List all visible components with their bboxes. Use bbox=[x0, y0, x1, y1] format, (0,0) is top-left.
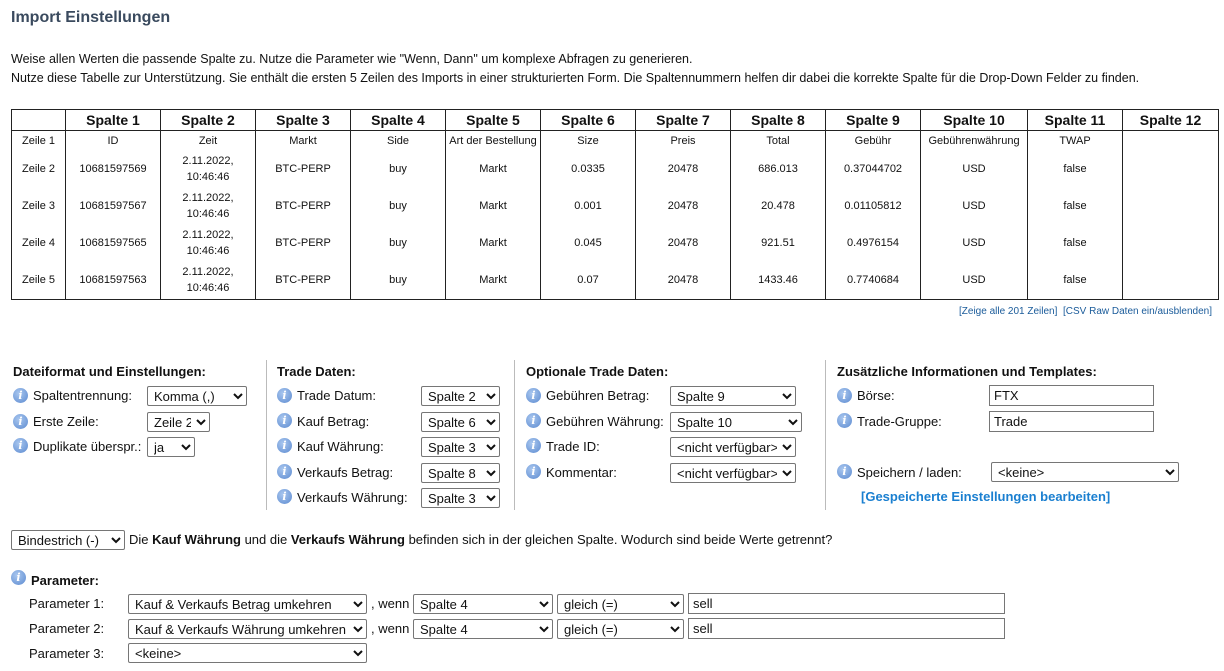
table-cell: 0.01105812 bbox=[826, 188, 921, 225]
table-cell: 0.4976154 bbox=[826, 225, 921, 262]
gebuehren-betrag-label: Gebühren Betrag: bbox=[546, 388, 650, 403]
table-cell: 0.07 bbox=[541, 262, 636, 300]
delimiter-description bbox=[129, 532, 832, 547]
verkaufs-waehrung-label: Verkaufs Währung: bbox=[297, 490, 408, 505]
parameter-2-column-select[interactable] bbox=[413, 619, 553, 639]
row-label: Zeile 5 bbox=[12, 262, 66, 300]
column-header: Spalte 2 bbox=[161, 110, 256, 131]
table-row bbox=[12, 151, 1219, 188]
table-cell: Side bbox=[351, 131, 446, 151]
section-title-optional: Optionale Trade Daten: bbox=[526, 364, 669, 379]
kommentar-select[interactable] bbox=[670, 463, 796, 483]
parameter-2-operator-select[interactable] bbox=[557, 619, 684, 639]
table-cell: 20478 bbox=[636, 188, 731, 225]
table-cell bbox=[1123, 262, 1219, 300]
parameter-2-action-select[interactable] bbox=[128, 619, 367, 639]
gebuehren-betrag-select[interactable] bbox=[670, 386, 796, 406]
table-cell: 20478 bbox=[636, 151, 731, 188]
table-cell: 0.37044702 bbox=[826, 151, 921, 188]
table-cell: 2.11.2022, 10:46:46 bbox=[161, 225, 256, 262]
table-cell: Markt bbox=[446, 188, 541, 225]
section-title-dateiformat: Dateiformat und Einstellungen: bbox=[13, 364, 206, 379]
duplikate-select[interactable] bbox=[147, 437, 195, 457]
table-cell: false bbox=[1028, 225, 1123, 262]
table-cell: BTC-PERP bbox=[256, 188, 351, 225]
intro-line-1: Weise allen Werten die passende Spalte zu. Nutze die Parameter wie "Wenn, Dann" um komplexe Abfragen zu generieren. bbox=[11, 52, 693, 66]
column-header: Spalte 8 bbox=[731, 110, 826, 131]
section-divider bbox=[266, 360, 267, 510]
spaltentrennung-select[interactable] bbox=[147, 386, 247, 406]
info-icon[interactable]: i bbox=[277, 489, 292, 504]
parameter-2-wenn: , wenn bbox=[371, 621, 410, 636]
table-cell: Gebühr bbox=[826, 131, 921, 151]
row-label: Zeile 4 bbox=[12, 225, 66, 262]
section-title-trade-daten: Trade Daten: bbox=[277, 364, 356, 379]
table-cell: USD bbox=[921, 188, 1028, 225]
table-cell: 20.478 bbox=[731, 188, 826, 225]
table-cell: Preis bbox=[636, 131, 731, 151]
table-cell: 0.0335 bbox=[541, 151, 636, 188]
erste-zeile-select[interactable] bbox=[147, 412, 210, 432]
table-cell: 10681597565 bbox=[66, 225, 161, 262]
table-cell: 10681597563 bbox=[66, 262, 161, 300]
column-header: Spalte 10 bbox=[921, 110, 1028, 131]
table-cell: 10681597569 bbox=[66, 151, 161, 188]
table-cell: Gebührenwährung bbox=[921, 131, 1028, 151]
table-cell: 0.001 bbox=[541, 188, 636, 225]
delimiter-text-2: und die bbox=[240, 532, 291, 547]
table-header-row bbox=[12, 110, 1219, 131]
table-cell: Zeit bbox=[161, 131, 256, 151]
column-header: Spalte 3 bbox=[256, 110, 351, 131]
speichern-label: Speichern / laden: bbox=[857, 465, 962, 480]
info-icon[interactable]: i bbox=[277, 413, 292, 428]
table-cell bbox=[1123, 151, 1219, 188]
table-row bbox=[12, 262, 1219, 300]
speichern-select[interactable] bbox=[991, 462, 1179, 482]
table-cell: USD bbox=[921, 151, 1028, 188]
info-icon[interactable]: i bbox=[13, 388, 28, 403]
delimiter-bold-2: Verkaufs Währung bbox=[290, 532, 405, 547]
section-title-zusatz: Zusätzliche Informationen und Templates: bbox=[837, 364, 1097, 379]
parameter-1-wenn: , wenn bbox=[371, 596, 410, 611]
table-cell: false bbox=[1028, 188, 1123, 225]
trade-gruppe-label: Trade-Gruppe: bbox=[857, 414, 942, 429]
info-icon[interactable]: i bbox=[526, 464, 541, 479]
table-cell: USD bbox=[921, 262, 1028, 300]
row-label: Zeile 2 bbox=[12, 151, 66, 188]
delimiter-text-1: Die bbox=[129, 532, 153, 547]
table-cell: 2.11.2022, 10:46:46 bbox=[161, 262, 256, 300]
table-cell: BTC-PERP bbox=[256, 151, 351, 188]
page-title: Import Einstellungen bbox=[11, 9, 171, 26]
info-icon[interactable]: i bbox=[277, 388, 292, 403]
table-cell bbox=[1123, 188, 1219, 225]
column-header: Spalte 11 bbox=[1028, 110, 1123, 131]
kauf-waehrung-label: Kauf Währung: bbox=[297, 439, 384, 454]
table-cell: 1433.46 bbox=[731, 262, 826, 300]
trade-id-label: Trade ID: bbox=[546, 439, 600, 454]
csv-raw-toggle-link[interactable]: [CSV Raw Daten ein/ausblenden] bbox=[1063, 306, 1212, 317]
trade-datum-select[interactable] bbox=[421, 386, 500, 406]
parameter-2-label: Parameter 2: bbox=[29, 621, 105, 636]
table-row bbox=[12, 225, 1219, 262]
gebuehren-waehrung-select[interactable] bbox=[670, 412, 802, 432]
parameter-2-value-input[interactable] bbox=[688, 618, 1005, 639]
table-cell: BTC-PERP bbox=[256, 225, 351, 262]
column-header: Spalte 6 bbox=[541, 110, 636, 131]
info-icon[interactable]: i bbox=[13, 438, 28, 453]
parameter-1-operator-select[interactable] bbox=[557, 594, 684, 614]
intro-line-2: Nutze diese Tabelle zur Unterstützung. Sie enthält die ersten 5 Zeilen des Imports in einer strukturierten Form. Die Spaltennummern helfen dir dabei die korrekte Spalte für die Drop-Down Felder zu finden. bbox=[11, 71, 1140, 85]
info-icon[interactable]: i bbox=[11, 570, 26, 585]
table-cell: 2.11.2022, 10:46:46 bbox=[161, 188, 256, 225]
boerse-input[interactable] bbox=[989, 385, 1154, 406]
info-icon[interactable]: i bbox=[837, 413, 852, 428]
info-icon[interactable]: i bbox=[526, 388, 541, 403]
table-cell: false bbox=[1028, 262, 1123, 300]
parameter-title: Parameter: bbox=[31, 573, 99, 588]
table-row bbox=[12, 188, 1219, 225]
column-header: Spalte 5 bbox=[446, 110, 541, 131]
column-header: Spalte 9 bbox=[826, 110, 921, 131]
info-icon[interactable]: i bbox=[526, 413, 541, 428]
table-cell: Art der Bestellung bbox=[446, 131, 541, 151]
gebuehren-waehrung-label: Gebühren Währung: bbox=[546, 414, 664, 429]
delimiter-text-3: befinden sich in der gleichen Spalte. Wodurch sind beide Werte getrennt? bbox=[404, 532, 833, 547]
section-divider bbox=[825, 360, 826, 510]
table-cell: buy bbox=[351, 151, 446, 188]
parameter-1-column-select[interactable] bbox=[413, 594, 553, 614]
spaltentrennung-label: Spaltentrennung: bbox=[33, 388, 133, 403]
row-label: Zeile 1 bbox=[12, 131, 66, 151]
table-cell: 686.013 bbox=[731, 151, 826, 188]
table-cell: USD bbox=[921, 225, 1028, 262]
table-cell: buy bbox=[351, 188, 446, 225]
edit-saved-settings-link[interactable]: [Gespeicherte Einstellungen bearbeiten] bbox=[861, 489, 1111, 504]
erste-zeile-label: Erste Zeile: bbox=[33, 414, 99, 429]
table-cell: TWAP bbox=[1028, 131, 1123, 151]
parameter-1-action-select[interactable] bbox=[128, 594, 367, 614]
boerse-label: Börse: bbox=[857, 388, 895, 403]
table-row bbox=[12, 131, 1219, 151]
section-divider bbox=[514, 360, 515, 510]
table-cell: BTC-PERP bbox=[256, 262, 351, 300]
table-cell: 2.11.2022, 10:46:46 bbox=[161, 151, 256, 188]
duplikate-label: Duplikate überspr.: bbox=[33, 439, 142, 454]
table-cell: 921.51 bbox=[731, 225, 826, 262]
trade-id-select[interactable] bbox=[670, 437, 796, 457]
table-cell bbox=[1123, 225, 1219, 262]
info-icon[interactable]: i bbox=[837, 464, 852, 479]
trade-gruppe-input[interactable] bbox=[989, 411, 1154, 432]
table-cell: Total bbox=[731, 131, 826, 151]
table-cell: Markt bbox=[256, 131, 351, 151]
table-cell bbox=[1123, 131, 1219, 151]
show-all-rows-link[interactable]: [Zeige alle 201 Zeilen] bbox=[959, 306, 1058, 317]
trade-datum-label: Trade Datum: bbox=[297, 388, 376, 403]
table-cell: Markt bbox=[446, 262, 541, 300]
verkaufs-betrag-label: Verkaufs Betrag: bbox=[297, 465, 394, 480]
table-corner-cell bbox=[12, 110, 66, 131]
kommentar-label: Kommentar: bbox=[546, 465, 617, 480]
info-icon[interactable]: i bbox=[837, 388, 852, 403]
table-body bbox=[12, 131, 1219, 300]
info-icon[interactable]: i bbox=[526, 438, 541, 453]
delimiter-bold-1: Kauf Währung bbox=[152, 532, 241, 547]
column-header: Spalte 1 bbox=[66, 110, 161, 131]
parameter-3-label: Parameter 3: bbox=[29, 646, 105, 661]
table-cell: ID bbox=[66, 131, 161, 151]
table-cell: 10681597567 bbox=[66, 188, 161, 225]
table-cell: Markt bbox=[446, 151, 541, 188]
table-cell: Markt bbox=[446, 225, 541, 262]
table-cell: 20478 bbox=[636, 225, 731, 262]
table-cell: 0.7740684 bbox=[826, 262, 921, 300]
column-header: Spalte 12 bbox=[1123, 110, 1219, 131]
preview-table bbox=[11, 109, 1219, 300]
info-icon[interactable]: i bbox=[277, 438, 292, 453]
row-label: Zeile 3 bbox=[12, 188, 66, 225]
kauf-betrag-select[interactable] bbox=[421, 412, 500, 432]
column-header: Spalte 4 bbox=[351, 110, 446, 131]
info-icon[interactable]: i bbox=[13, 414, 28, 429]
column-header: Spalte 7 bbox=[636, 110, 731, 131]
verkaufs-betrag-select[interactable] bbox=[421, 463, 500, 483]
parameter-3-action-select[interactable] bbox=[128, 643, 367, 663]
table-cell: buy bbox=[351, 262, 446, 300]
table-cell: 0.045 bbox=[541, 225, 636, 262]
table-cell: 20478 bbox=[636, 262, 731, 300]
delimiter-select[interactable] bbox=[11, 530, 125, 550]
parameter-1-label: Parameter 1: bbox=[29, 596, 105, 611]
verkaufs-waehrung-select[interactable] bbox=[421, 488, 500, 508]
info-icon[interactable]: i bbox=[277, 464, 292, 479]
table-cell: false bbox=[1028, 151, 1123, 188]
kauf-betrag-label: Kauf Betrag: bbox=[297, 414, 370, 429]
parameter-1-value-input[interactable] bbox=[688, 593, 1005, 614]
table-cell: Size bbox=[541, 131, 636, 151]
kauf-waehrung-select[interactable] bbox=[421, 437, 500, 457]
table-cell: buy bbox=[351, 225, 446, 262]
